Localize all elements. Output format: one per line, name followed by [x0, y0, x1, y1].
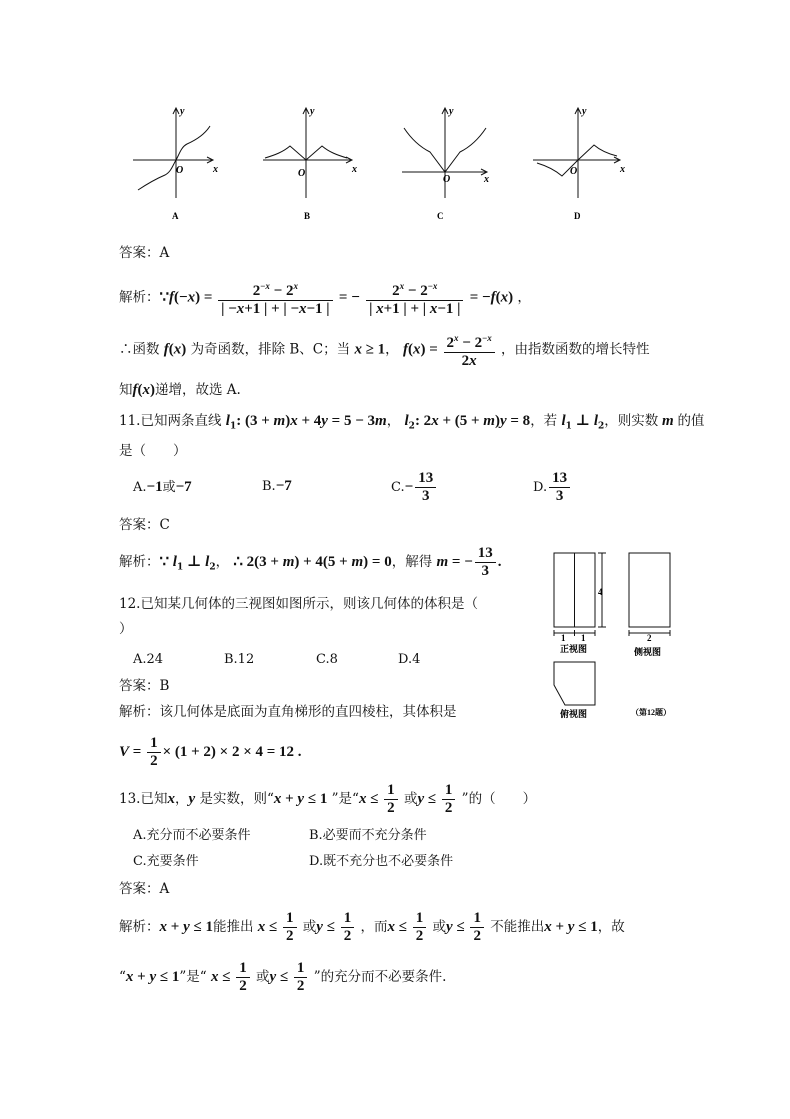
q12-answer: 答案：B	[119, 678, 170, 694]
graph-c-x-label: x	[484, 174, 489, 185]
q13-stem: 13.已知x，y 是实数，则“x + y ≤ 1 ”是“x ≤ $\frac{1}{2}$ 或y ≤ $\frac{1}{2}$ ”的（ ）	[119, 782, 537, 816]
q13-option-d: D.既不充分也不必要条件	[309, 854, 454, 869]
graph-d-x-label: x	[620, 164, 625, 175]
graph-a-origin-label: O	[176, 165, 184, 176]
q10-analysis-line3: 知f(x)递增，故选 A.	[119, 382, 241, 398]
q13-option-a: A.充分而不必要条件	[133, 828, 251, 843]
dim-side-label: 2	[647, 633, 652, 643]
q12-option-b: B.12	[224, 652, 255, 667]
graph-d	[533, 108, 620, 198]
top-view-trapezoid	[554, 662, 595, 705]
q10-analysis-line2: ∴函数 f(x) 为奇函数，排除 B、C；当 x ≥ 1， f(x) = $\frac{2^x - 2^{-x}}{2x}$ ，由指数函数的增长特性	[119, 330, 650, 370]
graph-d-origin-label: O	[570, 166, 578, 177]
graph-d-option-label: D	[574, 211, 581, 221]
q11-option-c: C.− $\frac{13}{3}$	[391, 470, 438, 505]
dim-right-label: 1	[581, 633, 586, 643]
graph-c-option-label: C	[437, 211, 444, 221]
graph-b-origin-label: O	[298, 168, 306, 179]
q10-answer: 答案：A	[119, 245, 170, 261]
three-view-figure	[545, 545, 705, 725]
q13-answer: 答案：A	[119, 881, 170, 897]
q13-option-b: B.必要而不充分条件	[309, 828, 427, 843]
graph-a-x-label: x	[213, 164, 218, 175]
graph-c-origin-label: O	[443, 174, 451, 185]
q10-analysis-line1: 解析：∵f(−x) = $\frac{2^{-x} - 2^x}{| -x+1 | + | -x-1 |}$ = − $\frac{2^x - 2^{-x}}{| x+1 | + | x-1 |}$ = −f(x) ，	[119, 278, 531, 318]
graph-b-y-label: y	[310, 106, 315, 117]
graph-b	[263, 108, 352, 198]
q12-option-d: D.4	[398, 652, 421, 667]
function-graphs-figure	[0, 0, 790, 225]
q11-stem-line2: 是（ ）	[119, 443, 187, 459]
graph-a-y-label: y	[180, 106, 185, 117]
front-view-label: 正视图	[560, 644, 588, 654]
q11-option-a: A.−1或−7	[133, 479, 192, 495]
q13-analysis-line2: “x + y ≤ 1”是“ x ≤ $\frac{1}{2}$ 或y ≤ $\frac{1}{2}$ ”的充分而不必要条件.	[119, 960, 447, 994]
q11-answer: 答案：C	[119, 517, 170, 533]
q12-analysis: 解析：该几何体是底面为直角梯形的直四棱柱，其体积是	[119, 704, 457, 720]
graph-d-y-label: y	[582, 106, 587, 117]
graph-a-option-label: A	[172, 211, 179, 221]
q12-stem-line2: ）	[119, 621, 133, 637]
figure-caption: （第12题）	[631, 708, 671, 717]
graph-c-y-label: y	[449, 106, 454, 117]
dim-height-label: 4	[598, 587, 603, 597]
graph-a	[133, 108, 213, 198]
dim-left-label: 1	[561, 633, 566, 643]
side-view-rect	[629, 553, 670, 627]
graph-b-x-label: x	[352, 164, 357, 175]
q13-option-c: C.充要条件	[133, 854, 199, 869]
q11-analysis: 解析：∵ $l_1$ ⊥ $l_2$， ∴ 2(3 + m) + 4(5 + m) = 0，解得 m = − $\frac{13}{3}$ .	[119, 545, 502, 579]
side-view-label: 侧视图	[634, 647, 662, 657]
top-view-label: 俯视图	[560, 709, 588, 719]
q11-stem-line1: 11.已知两条直线 $l_1$: (3 + m)x + 4y = 5 − 3m， $l_2$: 2x + (5 + m)y = 8，若 $l_1$ ⊥ $l_2$，则实数 m 的值	[119, 413, 705, 432]
q12-volume-formula: V = $\frac{1}{2}$ × (1 + 2) × 2 × 4 = 12 .	[119, 735, 302, 769]
q12-option-a: A.24	[133, 652, 164, 667]
q12-option-c: C.8	[316, 652, 338, 667]
graph-b-option-label: B	[304, 211, 311, 221]
q13-analysis-line1: 解析：x + y ≤ 1能推出 x ≤ $\frac{1}{2}$ 或y ≤ $\frac{1}{2}$ ，而x ≤ $\frac{1}{2}$ 或y ≤ $\frac{1}{2}$ 不能推出x + y ≤ 1，故	[119, 910, 625, 944]
q12-stem-line1: 12.已知某几何体的三视图如图所示，则该几何体的体积是（	[119, 596, 478, 612]
q11-option-b: B.−7	[262, 478, 292, 494]
q11-option-d: D. $\frac{13}{3}$	[533, 470, 572, 505]
